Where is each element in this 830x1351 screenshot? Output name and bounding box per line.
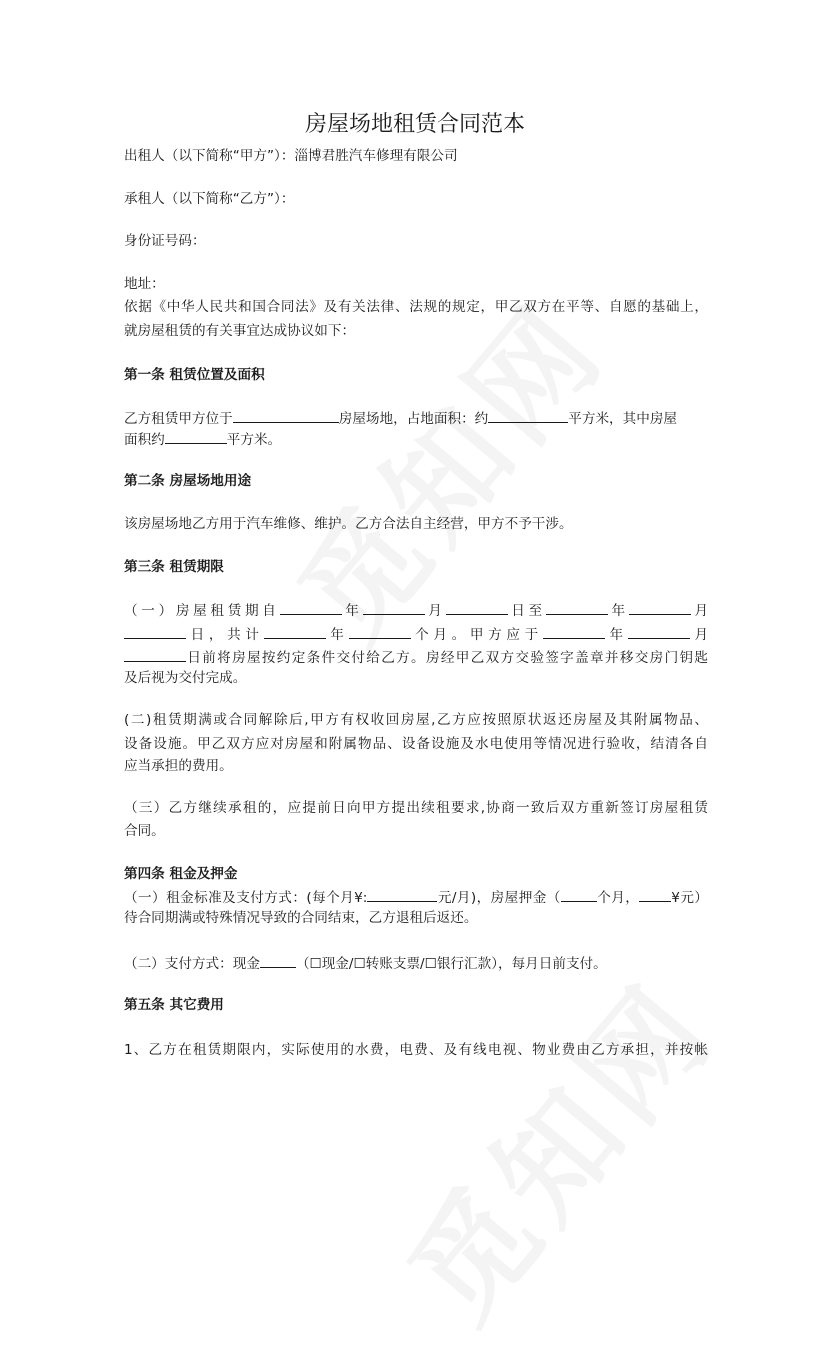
preamble-line: 依据《中华人民共和国合同法》及有关法律、法规的规定，甲乙双方在平等、自愿的基础上，: [124, 299, 708, 315]
text: 年: [341, 603, 363, 619]
blank[interactable]: [264, 623, 326, 639]
blank[interactable]: [124, 646, 186, 662]
party-a-line: [124, 146, 708, 166]
text: 年: [604, 627, 628, 643]
article4-clause1-line: [124, 886, 708, 908]
text: 月: [689, 627, 709, 643]
article5-item1: 1、乙方在租赁期限内，实际使用的水费，电费、及有线电视、物业费由乙方承担，并按帐: [124, 1042, 708, 1058]
text: 乙方租赁甲方位于: [124, 411, 233, 427]
text: 房屋场地，占地面积：约: [338, 411, 489, 427]
article1-heading: 第一条 租赁位置及面积: [124, 367, 265, 383]
id-label: 身份证号码：: [124, 233, 206, 249]
article3-clause2-line: (二)租赁期满或合同解除后,甲方有权收回房屋,乙方应按照原状返还房屋及其附属物品、: [124, 712, 708, 728]
blank-location[interactable]: [233, 407, 339, 423]
text: 元/月)，房屋押金（: [437, 890, 561, 906]
blank[interactable]: [124, 623, 186, 639]
article1-line: [124, 428, 708, 450]
preamble-line: 就房屋租赁的有关事宜达成协议如下：: [124, 323, 356, 339]
article3-heading: 第三条 租赁期限: [124, 559, 224, 575]
text: （一）房屋租赁期自: [124, 603, 280, 619]
document-title: 房屋场地租赁合同范本: [304, 112, 525, 137]
article3-clause1-line: [124, 623, 708, 645]
blank[interactable]: [363, 599, 425, 615]
article3-clause1-line: [124, 599, 708, 621]
article3-clause1-line: 及后视为交付完成。: [124, 670, 247, 686]
blank[interactable]: [546, 599, 608, 615]
blank-cash[interactable]: [260, 952, 296, 968]
blank-house-area[interactable]: [165, 428, 227, 444]
article4-clause1-line: 待合同期满或特殊情况导致的合同结束，乙方退租后返还。: [124, 910, 478, 926]
article2-heading: 第二条 房屋场地用途: [124, 473, 252, 489]
article3-clause3-line: 合同。: [124, 823, 165, 839]
text: 面积约: [124, 432, 165, 448]
party-a-value: 淄博君胜汽车修理有限公司: [294, 148, 458, 164]
blank-deposit-amount[interactable]: [639, 886, 671, 902]
blank-monthly-rent[interactable]: [367, 886, 437, 902]
blank[interactable]: [446, 599, 508, 615]
article2-text: 该房屋场地乙方用于汽车维修、维护。乙方合法自主经营，甲方不予干涉。: [124, 516, 573, 532]
text: （一）租金标准及支付方式：(每个月¥:: [124, 890, 368, 906]
text: ¥元）: [671, 890, 708, 906]
text: 日至: [507, 603, 546, 619]
text: 年: [325, 627, 349, 643]
blank[interactable]: [543, 623, 605, 639]
blank-deposit-months[interactable]: [561, 886, 597, 902]
blank[interactable]: [628, 623, 690, 639]
blank[interactable]: [349, 623, 411, 639]
article3-clause2-line: 设备设施。甲乙双方应对房屋和附属物品、设备设施及水电使用等情况进行验收，结清各自: [124, 736, 708, 752]
text: 个月。甲方应于: [410, 627, 543, 643]
article5-heading: 第五条 其它费用: [124, 997, 224, 1013]
article3-clause1-line: [124, 646, 708, 668]
address-label: 地址：: [124, 276, 165, 292]
article4-clause2-line: [124, 952, 708, 974]
blank[interactable]: [280, 599, 342, 615]
text: 月: [424, 603, 446, 619]
blank-land-area[interactable]: [488, 407, 568, 423]
article4-heading: 第四条 租金及押金: [124, 866, 238, 882]
text: 个月，: [596, 890, 640, 906]
party-a-label: 出租人（以下简称“甲方”）：: [124, 148, 295, 164]
blank[interactable]: [629, 599, 691, 615]
text: 年: [607, 603, 629, 619]
text: 日前将房屋按约定条件交付给乙方。房经甲乙双方交验签字盖章并移交房门钥匙: [186, 650, 708, 666]
text: 平方米。: [226, 432, 282, 448]
text: 日，共计: [186, 627, 264, 643]
party-b-label: 承租人（以下简称“乙方”）：: [124, 191, 295, 207]
text: （二）支付方式：现金: [124, 956, 260, 972]
text: （☐现金/☐转账支票/☐银行汇款），每月日前支付。: [295, 956, 607, 972]
article3-clause2-line: 应当承担的费用。: [124, 758, 233, 774]
text: 平方米，其中房屋: [568, 411, 678, 427]
article3-clause3-line: （三）乙方继续承租的，应提前日向甲方提出续租要求,协商一致后双方重新签订房屋租赁: [124, 800, 708, 816]
article1-line: [124, 407, 708, 429]
text: 月: [690, 603, 709, 619]
